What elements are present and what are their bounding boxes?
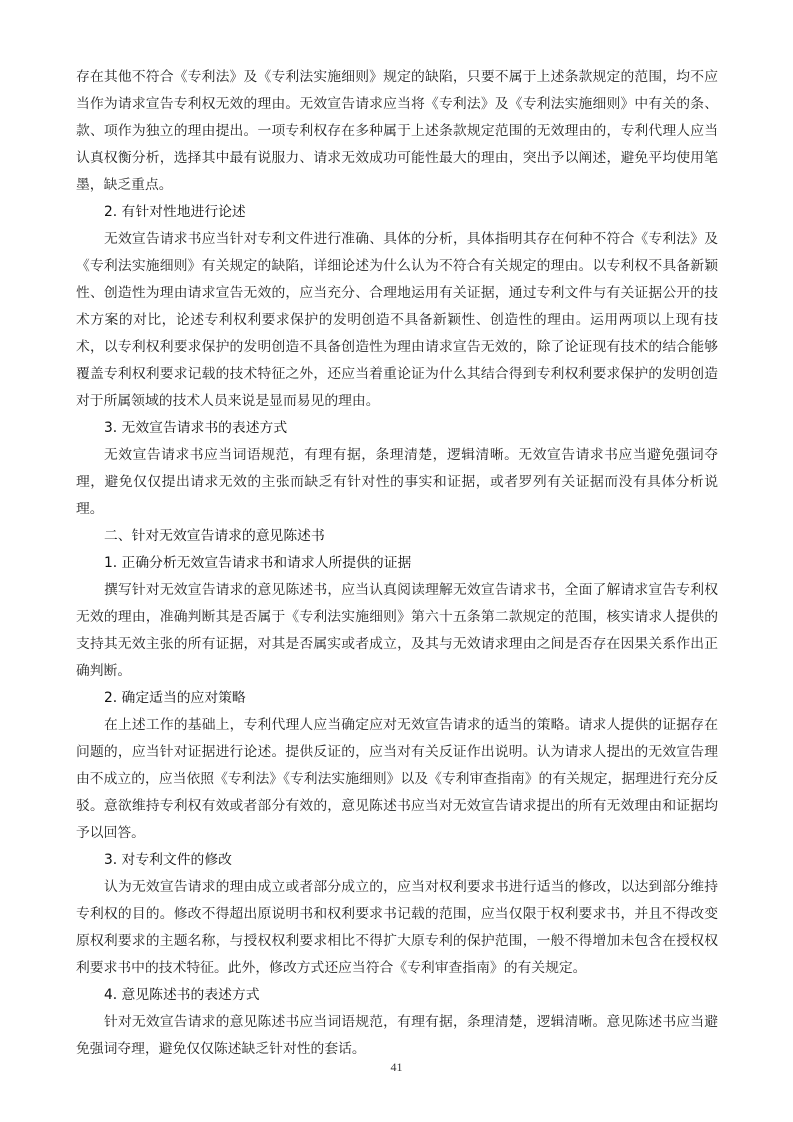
page-number: 41 [390, 1060, 403, 1074]
paragraph-targeted-argument: 无效宣告请求书应当针对专利文件进行准确、具体的分析，具体指明其存在何种不符合《专利法》及《专利法实施细则》有关规定的缺陷，详细论述为什么认为不符合有关规定的理由。以专利权不具备新颖性、创造性为理由请求宣告无效的，应当充分、合理地运用有关证据，通过专利文件与有关证据公开的技术方案的对比，论述专利权利要求保护的发明创造不具备新颖性、创造性的理由。运用两项以上现有技术，以专利权利要求保护的发明创造不具备创造性为理由请求宣告无效的，除了论证现有技术的结合能够覆盖专利权利要求记载的技术特征之外，还应当着重论证为什么其结合得到专利权利要求保护的发明创造对于所属领域的技术人员来说是显而易见的理由。 [76, 231, 718, 409]
page-body [76, 64, 718, 1063]
paragraph-invalidation-grounds: 存在其他不符合《专利法》及《专利法实施细则》规定的缺陷，只要不属于上述条款规定的范围，均不应当作为请求宣告专利权无效的理由。无效宣告请求应当将《专利法》及《专利法实施细则》中有关的条、款、项作为独立的理由提出。一项专利权存在多种属于上述条款规定范围的无效理由的，专利代理人应当认真权衡分析，选择其中最有说服力、请求无效成功可能性最大的理由，突出予以阐述，避免平均使用笔墨，缺乏重点。 [76, 69, 718, 193]
section-heading-strategy: 2. 确定适当的应对策略 [104, 690, 246, 706]
paragraph-amendment: 认为无效宣告请求的理由成立或者部分成立的，应当对权利要求书进行适当的修改，以达到部分维持专利权的目的。修改不得超出原说明书和权利要求书记载的范围，应当仅限于权利要求书，并且不得改变原权利要求的主题名称，与授权权利要求相比不得扩大原专利的保护范围，一般不得增加未包含在授权权利要求书中的技术特征。此外，修改方式还应当符合《专利审查指南》的有关规定。 [76, 879, 718, 976]
section-heading-analyze-evidence: 1. 正确分析无效宣告请求书和请求人所提供的证据 [104, 555, 412, 571]
section-heading-observation-expression: 4. 意见陈述书的表述方式 [104, 987, 260, 1003]
chapter-heading-observation: 二、针对无效宣告请求的意见陈述书 [104, 528, 325, 544]
paragraph-request-expression: 无效宣告请求书应当词语规范，有理有据，条理清楚，逻辑清晰。无效宣告请求书应当避免强词夺理，避免仅仅提出请求无效的主张而缺乏有针对性的事实和证据，或者罗列有关证据而没有具体分析说理。 [76, 447, 718, 517]
section-heading-amendment: 3. 对专利文件的修改 [104, 852, 232, 868]
paragraph-analyze-evidence: 撰写针对无效宣告请求的意见陈述书，应当认真阅读理解无效宣告请求书，全面了解请求宣告专利权无效的理由，准确判断其是否属于《专利法实施细则》第六十五条第二款规定的范围，核实请求人提供的支持其无效主张的所有证据，对其是否属实或者成立，及其与无效请求理由之间是否存在因果关系作出正确判断。 [76, 582, 718, 679]
section-heading-request-expression: 3. 无效宣告请求书的表述方式 [104, 420, 288, 436]
section-heading-targeted-argument: 2. 有针对性地进行论述 [104, 204, 246, 220]
paragraph-observation-expression: 针对无效宣告请求的意见陈述书应当词语规范，有理有据，条理清楚，逻辑清晰。意见陈述书应当避免强词夺理，避免仅仅陈述缺乏针对性的套话。 [76, 1014, 718, 1057]
paragraph-strategy: 在上述工作的基础上，专利代理人应当确定应对无效宣告请求的适当的策略。请求人提供的证据存在问题的，应当针对证据进行论述。提供反证的，应当对有关反证作出说明。认为请求人提出的无效宣告理由不成立的，应当依照《专利法》《专利法实施细则》以及《专利审查指南》的有关规定，据理进行充分反驳。意欲维持专利权有效或者部分有效的，意见陈述书应当对无效宣告请求提出的所有无效理由和证据均予以回答。 [76, 717, 718, 841]
